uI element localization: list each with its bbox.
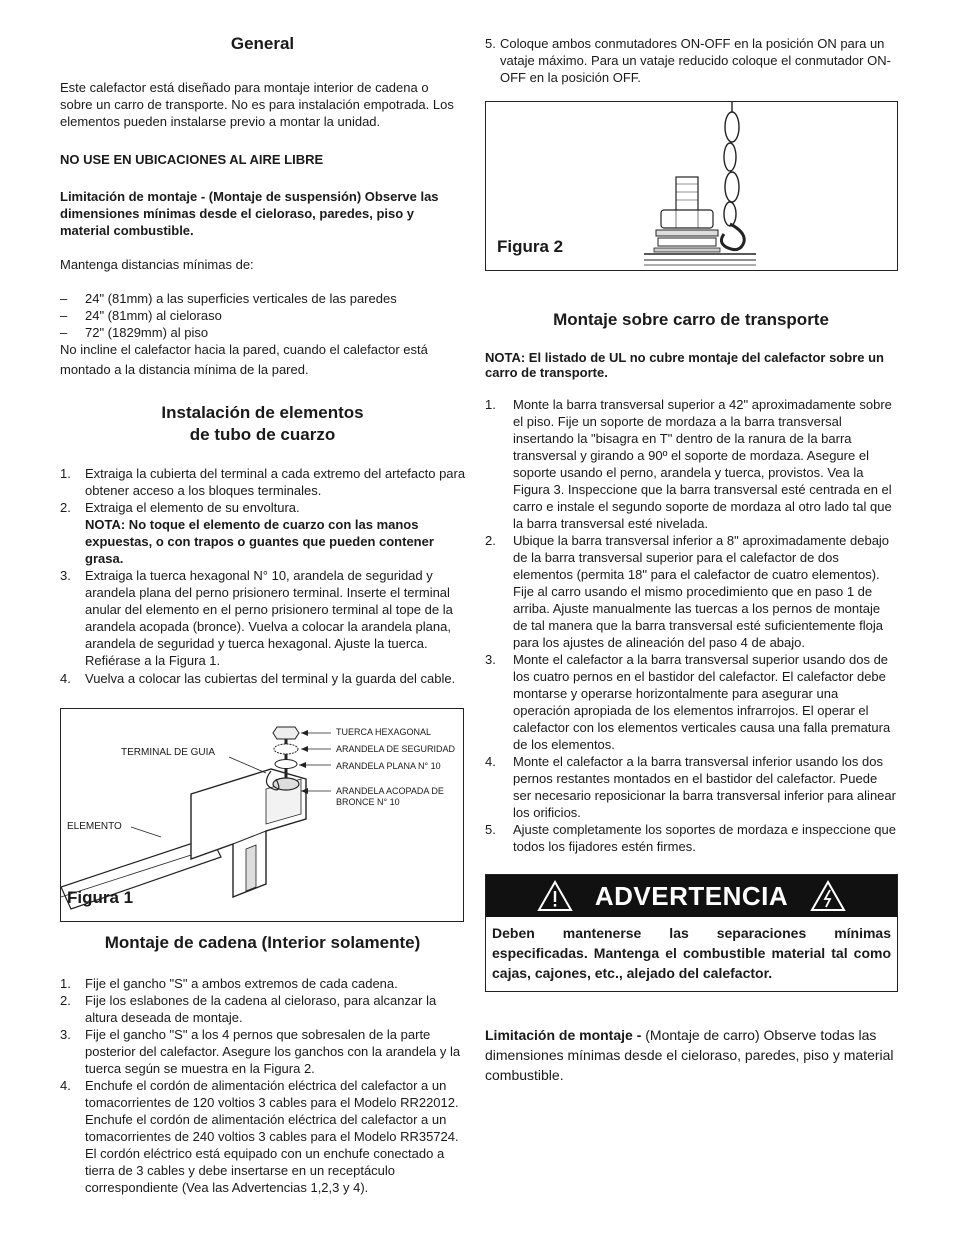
list-item: 3. Extraiga la tuerca hexagonal N° 10, arandela de seguridad y arandela plana del perno prisionero terminal. Inserte el terminal anular del elemento en el perno prisionero terminal al tope de la arandela acopada (bronce). Vuelva a colocar la arandela plana, arandela de seguridad y tuerca hexagonal. Ajuste la tuerca. Refiérase a la Figura 1. — [60, 568, 453, 668]
list-item: – 72" (1829mm) al piso — [60, 325, 209, 340]
callout-hex-nut: TUERCA HEXAGONAL — [336, 727, 432, 737]
quartz-note: NOTA: No toque el elemento de cuarzo con las manos expuestas, o con trapos o guantes que pueden contener grasa. — [85, 517, 434, 566]
warning-text: Deben mantenerse las separaciones mínimas especificadas. Mantenga el combustible material tal como cajas, cajones, etc., alejado del calefactor. — [492, 925, 891, 981]
list-item: 2. Fije los eslabones de la cadena al cieloraso, para alcanzar la altura deseada de montaje. — [60, 993, 437, 1025]
warning-box — [485, 874, 898, 992]
electric-hazard-icon — [810, 880, 846, 912]
list-item: 4. Monte el calefactor a la barra transversal inferior usando los dos pernos restantes montados en el bastidor del calefactor. Puede ser necesario reposicionar la barra transversal inferior para alinear los orificios. — [485, 754, 896, 820]
warning-title: ADVERTENCIA — [594, 880, 789, 911]
warning-header — [486, 875, 897, 917]
outdoor-warning: NO USE EN UBICACIONES AL AIRE LIBRE — [60, 152, 324, 167]
list-item: 5. Coloque ambos conmutadores ON-OFF en la posición ON para un vataje máximo. Para un vataje reducido coloque el conmutador ON-OFF en la posición OFF. — [485, 36, 891, 85]
list-item: 3. Monte el calefactor a la barra transversal superior usando dos de los cuatro pernos en el bastidor del calefactor. El calefactor debe montarse y operarse horizontalmente para asegurar una operación apropiada de los elementos infrarrojos. El operar el calefactor con los elementos verticales causa una falla prematura de los elementos. — [485, 652, 891, 752]
callout-lock-washer: ARANDELA DE SEGURIDAD — [336, 744, 456, 754]
cart-limit — [485, 1025, 895, 1085]
callout-flat-washer: ARANDELA PLANA N° 10 — [336, 761, 441, 771]
list-item: 1. Fije el gancho "S" a ambos extremos de cada cadena. — [60, 976, 398, 991]
cart-limit-text: (Montaje de carro) Observe todas las dimensiones mínimas desde el cieloraso, paredes, piso y material combustible. — [485, 1027, 894, 1083]
list-item: 1. Extraiga la cubierta del terminal a cada extremo del artefacto para obtener acceso a los bloques terminales. — [60, 466, 466, 498]
general-heading: General — [230, 34, 295, 53]
cart-limit-label: Limitación de montaje - — [485, 1027, 642, 1043]
min-distance-intro: Mantenga distancias mínimas de: — [60, 257, 254, 272]
suspension-limit: Limitación de montaje - (Montaje de suspensión) Observe las dimensiones mínimas desde el cieloraso, paredes, piso y material combustible. — [60, 189, 439, 238]
list-item: – 24" (81mm) a las superficies verticales de las paredes — [60, 291, 397, 306]
callout-element: ELEMENTO — [67, 821, 122, 832]
caution-triangle-icon — [537, 880, 573, 912]
quartz-heading — [60, 402, 465, 446]
figure-1-label: Figura 1 — [67, 888, 134, 907]
list-item: 4. Enchufe el cordón de alimentación eléctrica del calefactor a un tomacorrientes de 120 voltios 3 cables para el Modelo RR22012. Enchufe el cordón de alimentación eléctrica del calefactor a un tomacorrientes de 240 voltios 3 cables para el Modelo RR35724. El cordón eléctrico está equipado con un enchufe conectado a tierra de 3 cables y debe insertarse en un receptáculo correspondiente (Vea las Advertencias 1,2,3 y 4). — [60, 1078, 459, 1195]
no-tilt-note: No incline el calefactor hacia la pared, cuando el calefactor está montado a la distancia mínima de la pared. — [60, 342, 428, 377]
chain-step-5 — [485, 35, 897, 86]
figure-2 — [485, 101, 898, 271]
quartz-heading-line2: de tubo de cuarzo — [189, 425, 336, 444]
list-item: – 24" (81mm) al cieloraso — [60, 308, 222, 323]
figure-2-label: Figura 2 — [497, 237, 564, 256]
list-item: 1. Monte la barra transversal superior a 42" aproximadamente sobre el piso. Fije un soporte de mordaza a la barra transversal insertando la "bisagra en T" dentro de la ranura de la barra transversal y girando a 90º el soporte de mordaza. Asegure el soporte usando el perno, arandela y tuerca, provistos. Vea la Figura 3. Inspeccione que la barra transversal esté centrada en el carro e instale el segundo soporte de mordaza al otro lado tal que la barra transversal esté nivelada. — [485, 397, 892, 531]
ul-note: NOTA: El listado de UL no cubre montaje del calefactor sobre un carro de transporte. — [485, 350, 884, 380]
callout-guide-terminal: TERMINAL DE GUIA — [121, 747, 216, 758]
cart-heading: Montaje sobre carro de transporte — [553, 310, 829, 329]
distance-list — [60, 290, 460, 341]
general-intro: Este calefactor está diseñado para montaje interior de cadena o sobre un carro de transporte. No es para instalación empotrada. Los elementos pueden instalarse previo a montar la unidad. — [60, 80, 454, 129]
callout-cup-washer: ARANDELA ACOPADA DE BRONCE N° 10 — [336, 786, 444, 807]
list-item: 3. Fije el gancho "S" a los 4 pernos que sobresalen de la parte posterior del calefactor. Asegure los ganchos con la arandela y la tuerca según se muestra en la Figura 2. — [60, 1027, 461, 1076]
chain-steps — [60, 975, 468, 1196]
list-item: 5. Ajuste completamente los soportes de mordaza e inspeccione que todos los fijadores estén firmes. — [485, 822, 896, 854]
cart-steps — [485, 396, 897, 855]
list-item: 2. Extraiga el elemento de su envoltura. NOTA: No toque el elemento de cuarzo con las manos expuestas, o con trapos o guantes que pueden contener grasa. — [60, 500, 434, 566]
list-item: 4. Vuelva a colocar las cubiertas del terminal y la guarda del cable. — [60, 671, 456, 686]
list-item: 2. Ubique la barra transversal inferior a 8" aproximadamente debajo de la barra transversal superior para el calefactor de dos elementos (permita 18" para el calefactor de cuatro elementos). Fije al carro usando el mismo procedimiento que en paso 1 de arriba. Ajuste manualmente las tuercas a los pernos de montaje de tal manera que la barra transversal esté suficientemente floja para los ajustes de alineación del paso 4 de abajo. — [485, 533, 890, 650]
chain-heading: Montaje de cadena (Interior solamente) — [104, 933, 421, 952]
quartz-heading-line1: Instalación de elementos — [161, 403, 364, 422]
figure-1 — [60, 708, 464, 922]
quartz-steps — [60, 465, 468, 689]
